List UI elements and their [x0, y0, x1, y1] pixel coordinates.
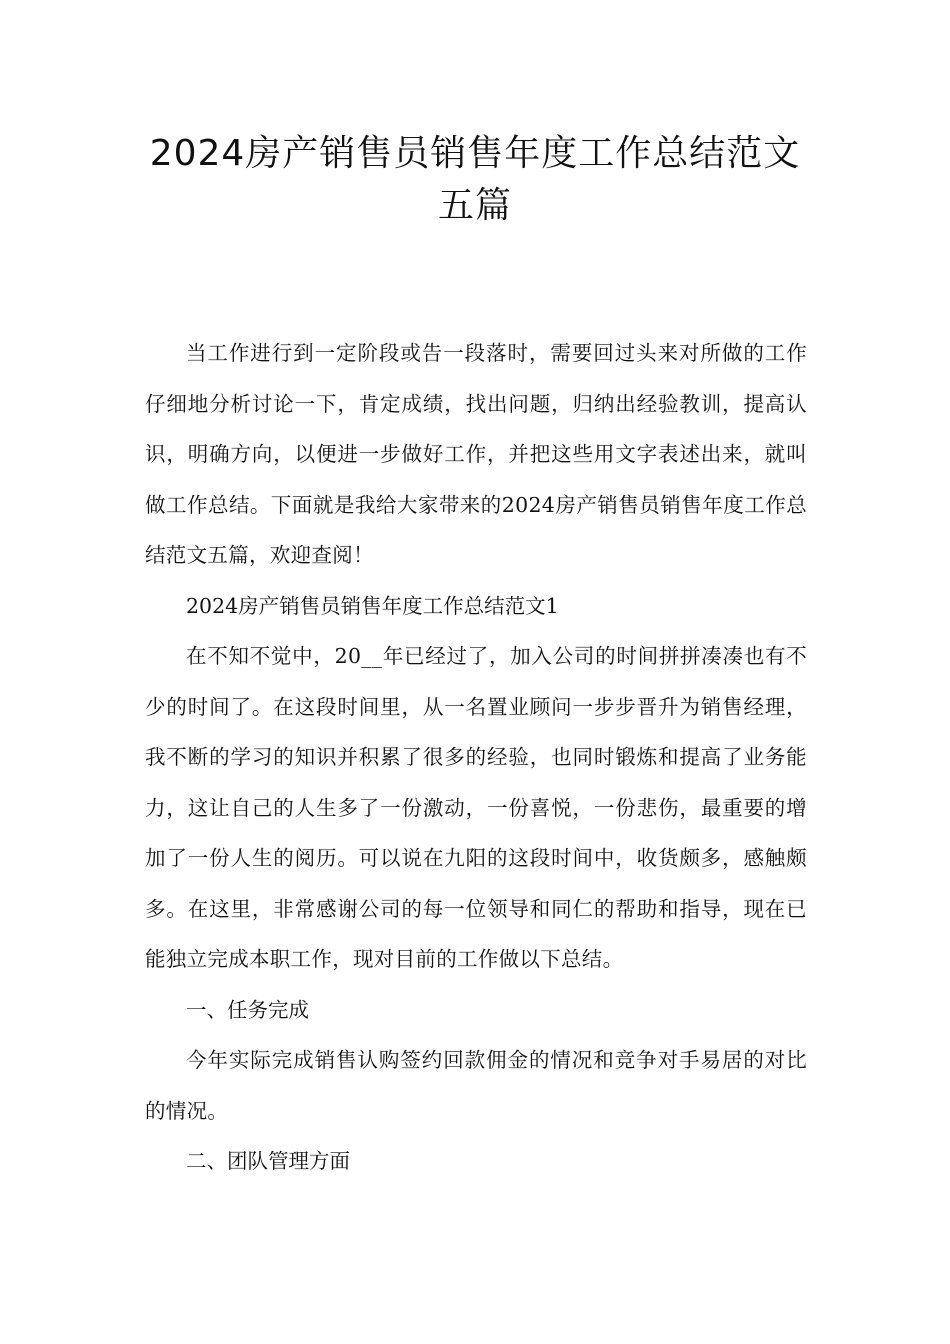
title-line-1: 2024房产销售员销售年度工作总结范文: [149, 133, 801, 174]
subsection-1-paragraph: 今年实际完成销售认购签约回款佣金的情况和竞争对手易居的对比的情况。: [145, 1048, 807, 1123]
subsection-2-heading: 二、团队管理方面: [186, 1149, 350, 1173]
document-body: [145, 328, 807, 1187]
section-1-paragraph: 在不知不觉中，20__年已经过了，加入公司的时间拼拼凑凑也有不少的时间了。在这段时间里，从一名置业顾问一步步晋升为销售经理，我不断的学习的知识并积累了很多的经验，也同时锻炼和提高了业务能力，这让自己的人生多了一份激动，一份喜悦，一份悲伤，最重要的增加了一份人生的阅历。可以说在九阳的这段时间中，收货颇多，感触颇多。在这里，非常感谢公司的每一位领导和同仁的帮助和指导，现在已能独立完成本职工作，现对目前的工作做以下总结。: [145, 644, 807, 971]
section-1-heading: 2024房产销售员销售年度工作总结范文1: [186, 593, 559, 618]
document-title: [95, 128, 855, 232]
subsection-1-heading: 一、任务完成: [186, 997, 309, 1022]
intro-paragraph: 当工作进行到一定阶段或告一段落时，需要回过头来对所做的工作仔细地分析讨论一下，肯定成绩，找出问题，归纳出经验教训，提高认识，明确方向，以便进一步做好工作，并把这些用文字表述出来，就叫做工作总结。下面就是我给大家带来的2024房产销售员销售年度工作总结范文五篇，欢迎查阅！: [145, 341, 807, 567]
title-line-2: 五篇: [437, 185, 512, 226]
